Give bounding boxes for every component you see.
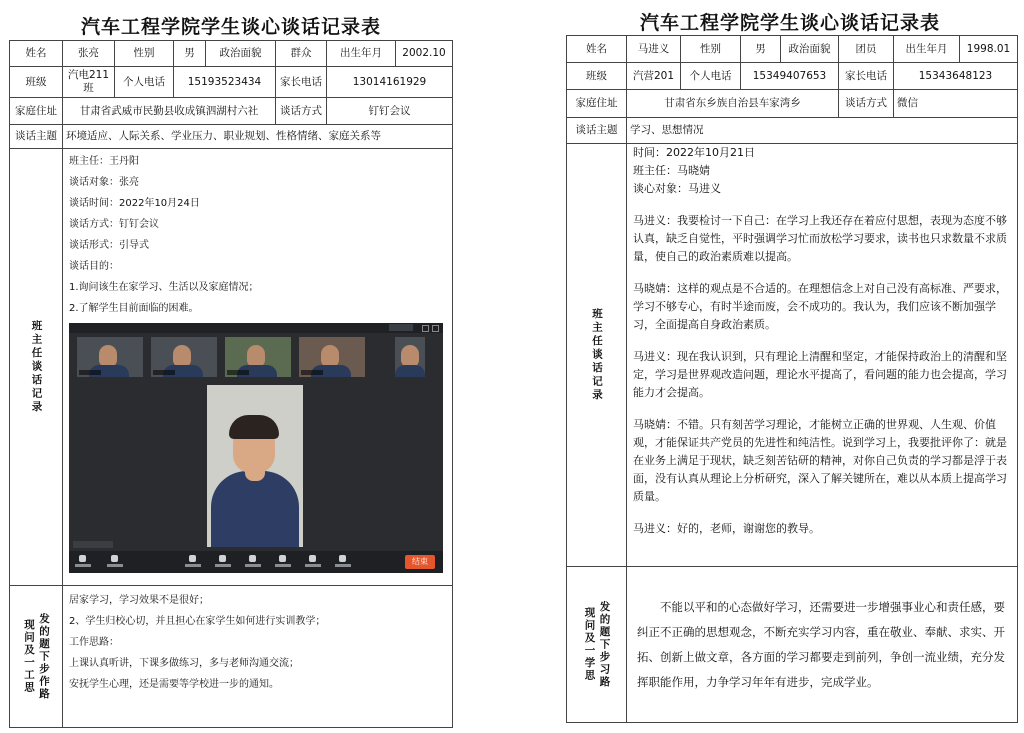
value-parent-phone: 15343648123 bbox=[894, 63, 1018, 90]
value-birth: 1998.01 bbox=[960, 36, 1018, 63]
value-class: 汽电211班 bbox=[63, 67, 115, 98]
participant-thumbnail bbox=[151, 337, 217, 377]
participant-thumbnail bbox=[77, 337, 143, 377]
label-address: 家庭住址 bbox=[567, 90, 627, 118]
value-parent-phone: 13014161929 bbox=[327, 67, 453, 98]
problem-line: 工作思路： bbox=[69, 637, 119, 648]
label-birth: 出生年月 bbox=[894, 36, 960, 63]
value-gender: 男 bbox=[741, 36, 781, 63]
label-gender: 性别 bbox=[681, 36, 741, 63]
label-phone: 个人电话 bbox=[115, 67, 174, 98]
problems-label: 发的题下步习路 bbox=[598, 600, 611, 689]
header-line: 班主任：马晓婧 bbox=[633, 164, 710, 177]
close-icon bbox=[432, 325, 439, 332]
problems-label-2: 现问及一工思 bbox=[23, 619, 35, 694]
minimize-icon bbox=[422, 325, 429, 332]
value-name: 马进义 bbox=[627, 36, 681, 63]
label-parent-phone: 家长电话 bbox=[276, 67, 327, 98]
dialogue-paragraph: 马进义：我要检讨一下自己：在学习上我还存在着应付思想，表现为态度不够认真，缺乏自觉性，平时强调学习忙而放松学习要求，读书也只求数量不求质量，使自己的政治素质难以提高。 bbox=[633, 214, 1007, 263]
record-label: 班主任谈话记录 bbox=[591, 307, 603, 403]
app-logo bbox=[389, 324, 413, 331]
status-pill bbox=[73, 541, 113, 548]
record-label-cell bbox=[10, 149, 63, 586]
participants-icon[interactable] bbox=[189, 555, 196, 562]
label-political: 政治面貌 bbox=[781, 36, 839, 63]
record-line: 班主任：王丹阳 bbox=[69, 156, 139, 167]
dialogue-paragraph: 马进义：好的，老师，谢谢您的教导。 bbox=[633, 522, 820, 535]
problems-label-cell bbox=[10, 586, 63, 728]
participant-thumbnail bbox=[225, 337, 291, 377]
record-line: 谈话目的： bbox=[69, 261, 119, 272]
left-info-table bbox=[9, 40, 453, 728]
dialogue-paragraph: 马晓婧：这样的观点是不合适的。在理想信念上对自己没有高标准、严要求，学习不够专心，有时半途而废，会不成功的。我认为，我们应该不断加强学习，全面提高自身政治素质。 bbox=[633, 282, 1007, 331]
label-parent-phone: 家长电话 bbox=[839, 63, 894, 90]
camera-icon[interactable] bbox=[111, 555, 118, 562]
chat-icon[interactable] bbox=[279, 555, 286, 562]
mic-icon[interactable] bbox=[79, 555, 86, 562]
value-method: 钉钉会议 bbox=[327, 98, 453, 125]
value-political: 团员 bbox=[839, 36, 894, 63]
end-call-button[interactable]: 结束 bbox=[405, 555, 435, 569]
record-line: 谈话形式：引导式 bbox=[69, 240, 149, 251]
value-topic: 学习、思想情况 bbox=[627, 118, 1018, 144]
problem-paragraph: 不能以平和的心态做好学习，还需要进一步增强事业心和责任感，要纠正不正确的思想观念，不断充实学习内容，重在敬业、奉献、求实、开拓、创新上做文章，各方面的学习都要走到前列，争创一流业绩，充分发挥职能作用，力争学习年年有进步，完成学业。 bbox=[637, 599, 1005, 689]
problems-content bbox=[627, 567, 1018, 723]
value-name: 张亮 bbox=[63, 41, 115, 67]
share-icon[interactable] bbox=[219, 555, 226, 562]
call-titlebar bbox=[69, 323, 443, 333]
label-birth: 出生年月 bbox=[327, 41, 396, 67]
record-icon[interactable] bbox=[249, 555, 256, 562]
problem-line: 居家学习，学习效果不是很好； bbox=[69, 595, 209, 606]
record-line: 谈话对象：张亮 bbox=[69, 177, 139, 188]
right-info-table bbox=[566, 35, 1018, 723]
label-phone: 个人电话 bbox=[681, 63, 741, 90]
label-topic: 谈话主题 bbox=[567, 118, 627, 144]
form-title: 汽车工程学院学生谈心谈话记录表 bbox=[639, 12, 940, 34]
problems-label-2: 现问及一学思 bbox=[583, 607, 596, 682]
label-method: 谈话方式 bbox=[839, 90, 894, 118]
label-class: 班级 bbox=[10, 67, 63, 98]
problems-label: 发的题下步作路 bbox=[38, 612, 50, 701]
record-label: 班主任谈话记录 bbox=[30, 319, 43, 415]
label-name: 姓名 bbox=[10, 41, 63, 67]
label-gender: 性别 bbox=[115, 41, 174, 67]
record-line: 2.了解学生目前面临的困难。 bbox=[69, 303, 199, 314]
record-line: 谈话方式：钉钉会议 bbox=[69, 219, 159, 230]
problem-line: 2、学生归校心切，并且担心在家学生如何进行实训教学； bbox=[69, 616, 326, 627]
problem-line: 安抚学生心理，还是需要等学校进一步的通知。 bbox=[69, 679, 279, 690]
value-gender: 男 bbox=[174, 41, 206, 67]
label-method: 谈话方式 bbox=[276, 98, 327, 125]
problems-label-cell bbox=[567, 567, 627, 723]
problem-line: 上课认真听讲，下课多做练习，多与老师沟通交流； bbox=[69, 658, 299, 669]
video-call-screenshot bbox=[69, 323, 443, 573]
grid-icon[interactable] bbox=[309, 555, 316, 562]
record-content bbox=[63, 149, 453, 586]
record-content bbox=[627, 144, 1018, 567]
speaker-video bbox=[207, 385, 303, 547]
dialogue-paragraph: 马晓婧：不错。只有刻苦学习理论，才能树立正确的世界观、人生观、价值观，才能保证共产党员的先进性和纯洁性。说到学习上，我要批评你了：就是在业务上满足于现状，缺乏刻苦钻研的精神，对你自己负责的学习都是浮于表面，没有认真从理论上分析研究，深入了解关键所在，难以从本质上提高学习质量。 bbox=[633, 418, 1007, 503]
record-line: 1.询问该生在家学习、生活以及家庭情况； bbox=[69, 282, 259, 293]
value-political: 群众 bbox=[276, 41, 327, 67]
header-line: 时间：2022年10月21日 bbox=[633, 146, 755, 159]
header-line: 谈心对象：马进义 bbox=[633, 182, 721, 195]
call-toolbar bbox=[69, 551, 443, 573]
value-address: 甘肃省东乡族自治县车家湾乡 bbox=[627, 90, 839, 118]
form-title: 汽车工程学院学生谈心谈话记录表 bbox=[80, 16, 381, 38]
participant-thumbnail bbox=[395, 337, 425, 377]
label-topic: 谈话主题 bbox=[10, 125, 63, 149]
value-birth: 2002.10 bbox=[396, 41, 453, 67]
settings-icon[interactable] bbox=[339, 555, 346, 562]
problems-content bbox=[63, 586, 453, 728]
value-method: 微信 bbox=[894, 90, 1018, 118]
value-topic: 环境适应、人际关系、学业压力、职业规划、性格情绪、家庭关系等 bbox=[63, 125, 453, 149]
label-address: 家庭住址 bbox=[10, 98, 63, 125]
label-name: 姓名 bbox=[567, 36, 627, 63]
value-address: 甘肃省武威市民勤县收成镇泗湖村六社 bbox=[63, 98, 276, 125]
value-phone: 15349407653 bbox=[741, 63, 839, 90]
value-phone: 15193523434 bbox=[174, 67, 276, 98]
record-label-cell bbox=[567, 144, 627, 567]
dialogue-paragraph: 马进义：现在我认识到，只有理论上清醒和坚定，才能保持政治上的清醒和坚定，学习是世界观改造问题，理论水平提高了，看问题的能力也会提高，学习能力才会提高。 bbox=[633, 350, 1007, 399]
label-political: 政治面貌 bbox=[206, 41, 276, 67]
label-class: 班级 bbox=[567, 63, 627, 90]
participant-thumbnail bbox=[299, 337, 365, 377]
record-line: 谈话时间：2022年10月24日 bbox=[69, 198, 200, 209]
value-class: 汽营201 bbox=[627, 63, 681, 90]
